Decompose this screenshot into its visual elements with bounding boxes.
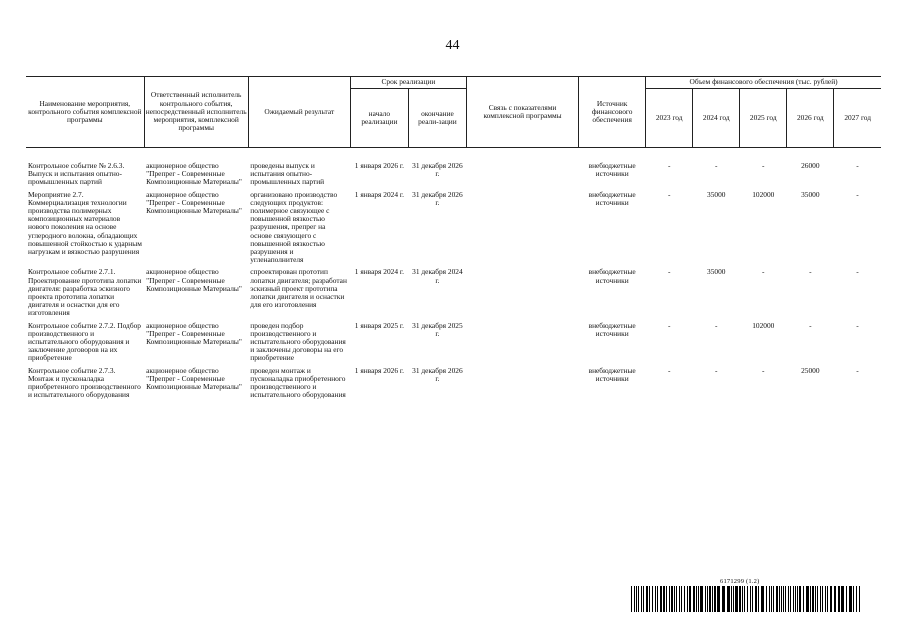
row-2027: - (856, 267, 859, 277)
row-2024: - (715, 365, 718, 375)
barcode-bar (687, 586, 688, 612)
barcode-bar (783, 586, 784, 612)
header-2024: 2024 год (693, 89, 740, 148)
barcode-bar (660, 586, 662, 612)
barcode-bar (859, 586, 860, 612)
barcode-bar (669, 586, 670, 612)
barcode-bar (705, 586, 706, 612)
barcode-bar (693, 586, 695, 612)
row-2026: - (809, 267, 812, 277)
barcode-bar (700, 586, 703, 612)
header-2026: 2026 год (787, 89, 834, 148)
barcode-bar (758, 586, 759, 612)
barcode-bar (825, 586, 826, 612)
barcode-bar (761, 586, 764, 612)
barcode-bar (649, 586, 650, 612)
barcode-bar (834, 586, 836, 612)
row-2026: 26000 (801, 161, 820, 170)
row-2023: - (667, 320, 671, 330)
barcode-bar (744, 586, 745, 612)
barcode-bar (666, 586, 667, 612)
barcode-bar (846, 586, 847, 612)
row-end: 31 декабря 2024 г. (412, 267, 463, 285)
barcode-bar (812, 586, 814, 612)
row-2026: 35000 (801, 189, 820, 199)
barcode-bar (773, 586, 774, 612)
barcode-bar (674, 586, 675, 612)
barcode-bar (815, 586, 816, 612)
row-2023: - (667, 189, 671, 199)
barcode-bar (663, 586, 665, 612)
barcode-bar (785, 586, 786, 612)
barcode-bar (652, 586, 653, 612)
header-2025: 2025 год (740, 89, 787, 148)
barcode-bar (797, 586, 798, 612)
header-start: начало реализации (350, 89, 408, 148)
barcode-bar (779, 586, 780, 612)
header-2027: 2027 год (834, 89, 881, 148)
barcode-bar (790, 586, 791, 612)
barcode-bar (788, 586, 789, 612)
barcode-bar (643, 586, 644, 612)
barcode-bar (830, 586, 832, 612)
row-link (466, 162, 578, 191)
table-row (26, 268, 881, 321)
barcode-bar (755, 586, 757, 612)
barcode-bar (698, 586, 699, 612)
barcode-bar (795, 586, 796, 612)
barcode-bar (679, 586, 680, 612)
header-period: Срок реализации (350, 77, 466, 89)
row-start: 1 января 2026 г. (354, 365, 404, 375)
row-result: проведены выпуск и испытания опытно-промышленных партий (250, 161, 325, 187)
row-2027: - (856, 161, 859, 170)
barcode (631, 586, 860, 612)
barcode-bar (733, 586, 734, 612)
header-link: Связь с показателями комплексной программы (466, 77, 578, 148)
row-source: внебюджетные источники (588, 267, 636, 285)
barcode-bar (636, 586, 637, 612)
row-end: 31 декабря 2026 г. (412, 161, 463, 179)
barcode-bar (709, 586, 711, 612)
row-link (466, 268, 578, 321)
row-result: спроектирован прототип лопатки двигателя; разработан эскизный проект прототипа лопатки двигателя и оснастки для его изготовления (250, 267, 347, 310)
row-source: внебюджетные источники (588, 365, 636, 383)
row-2024: 35000 (707, 267, 726, 277)
barcode-bar (712, 586, 713, 612)
row-start: 1 января 2025 г. (354, 320, 404, 330)
barcode-bar (752, 586, 753, 612)
barcode-bar (641, 586, 642, 612)
header-end: окончание реали-зации (408, 89, 466, 148)
row-responsible: акционерное общество "Препрег - Современные Композиционные Материалы" (146, 161, 242, 187)
row-2026: 25000 (801, 365, 820, 375)
barcode-number: 6171299 (1.2) (720, 578, 760, 585)
row-2025: 102000 (752, 320, 775, 330)
barcode-bar (793, 586, 794, 612)
barcode-bar (769, 586, 770, 612)
row-2023: - (667, 161, 671, 170)
barcode-bar (822, 586, 823, 612)
row-2027: - (856, 320, 859, 330)
barcode-bar (681, 586, 682, 612)
row-result: организовано производство следующих продуктов: полимерное связующее с повышенной вязкостью разрушения, препрег на основе связующего с повышенной вязкостью разрушения и угленаполнителя (250, 189, 338, 265)
row-source: внебюджетные источники (588, 320, 636, 338)
row-2025: 102000 (752, 189, 775, 199)
barcode-bar (638, 586, 639, 612)
barcode-bar (849, 586, 852, 612)
row-link (466, 367, 578, 404)
header-funding: Объем финансового обеспечения (тыс. рублей) (646, 77, 881, 89)
barcode-bar (646, 586, 648, 612)
row-source: внебюджетные источники (588, 161, 636, 179)
row-name: Контрольное событие 2.7.2. Подбор производственного и испытательного оборудования и заключение договоров на их приобретение (28, 320, 141, 363)
row-responsible: акционерное общество "Препрег - Современные Композиционные Материалы" (146, 365, 242, 392)
header-result: Ожидаемый результат (248, 77, 350, 148)
row-2024: 35000 (707, 189, 726, 199)
barcode-bar (634, 586, 635, 612)
row-end: 31 декабря 2026 г. (412, 365, 463, 383)
row-start: 1 января 2024 г. (354, 189, 404, 199)
header-responsible: Ответственный исполнитель контрольного события, непосредственный исполнитель мероприятия, комплексной программы (144, 77, 248, 148)
barcode-bar (747, 586, 748, 612)
row-start: 1 января 2024 г. (354, 267, 404, 277)
barcode-bar (655, 586, 656, 612)
barcode-bar (827, 586, 828, 612)
barcode-bar (671, 586, 673, 612)
barcode-bar (781, 586, 782, 612)
row-end: 31 декабря 2026 г. (412, 189, 463, 207)
row-name: Контрольное событие 2.7.1. Проектирование прототипа лопатки двигателя: разработка эскизного проекта прототипа лопатки двигателя и оснастки для его изготовления (28, 267, 142, 318)
row-2026: - (809, 320, 812, 330)
barcode-bar (820, 586, 821, 612)
row-start: 1 января 2026 г. (354, 161, 404, 170)
row-2024: - (715, 320, 718, 330)
barcode-bar (689, 586, 691, 612)
barcode-bar (853, 586, 854, 612)
row-name: Мероприятие 2.7. Коммерциализация технологии производства полимерных композиционных материалов нового поколения на основе углеродного волокна, обладающих повышенной стойкостью к ударным нагрузкам и вязкостью разрушения (28, 189, 142, 257)
table-row (26, 367, 881, 404)
row-responsible: акционерное общество "Препрег - Современные Композиционные Материалы" (146, 320, 242, 347)
barcode-bar (735, 586, 738, 612)
row-2024: - (715, 161, 718, 170)
barcode-bar (722, 586, 725, 612)
barcode-bar (810, 586, 811, 612)
header-2023: 2023 год (646, 89, 693, 148)
barcode-bar (657, 586, 658, 612)
row-result: проведен монтаж и пусконаладка приобретенного производственного и испытательного оборудования (250, 365, 346, 400)
table-row (26, 191, 881, 269)
barcode-bar (771, 586, 772, 612)
row-2023: - (667, 267, 671, 277)
row-2023: - (667, 365, 671, 375)
row-end: 31 декабря 2025 г. (412, 320, 463, 338)
header-name: Наименование мероприятия, контрольного события комплексной программы (26, 77, 144, 148)
header-source: Источник финансового обеспечения (579, 77, 646, 148)
barcode-bar (696, 586, 697, 612)
barcode-bar (841, 586, 844, 612)
barcode-bar (806, 586, 809, 612)
row-2025: - (762, 365, 765, 375)
barcode-bar (803, 586, 804, 612)
barcode-bar (684, 586, 685, 612)
row-responsible: акционерное общество "Препрег - Современные Композиционные Материалы" (146, 267, 242, 293)
row-link (466, 191, 578, 269)
barcode-bar (856, 586, 857, 612)
row-result: проведен подбор производственного и испытательного оборудования и заключены договоры на его приобретение (250, 320, 346, 363)
barcode-bar (731, 586, 732, 612)
row-name: Контрольное событие 2.7.3. Монтаж и пусконаладка приобретенного производственного и испытательного оборудования (28, 365, 141, 400)
program-table (26, 76, 881, 403)
barcode-bar (750, 586, 751, 612)
barcode-bar (714, 586, 716, 612)
table-row (26, 162, 881, 191)
barcode-bar (676, 586, 677, 612)
barcode-bar (776, 586, 778, 612)
barcode-bar (838, 586, 840, 612)
row-2027: - (856, 189, 859, 199)
barcode-bar (727, 586, 730, 612)
barcode-bar (717, 586, 720, 612)
row-source: внебюджетные источники (588, 189, 636, 207)
row-responsible: акционерное общество "Препрег - Современные Композиционные Материалы" (146, 189, 242, 216)
row-2027: - (856, 365, 859, 375)
barcode-bar (817, 586, 818, 612)
barcode-bar (631, 586, 632, 612)
barcode-bar (739, 586, 741, 612)
table-row (26, 322, 881, 367)
row-name: Контрольное событие № 2.6.3. Выпуск и испытания опытно-промышленных партий (28, 161, 125, 187)
barcode-bar (707, 586, 708, 612)
barcode-bar (742, 586, 743, 612)
row-2025: - (762, 161, 765, 170)
row-2025: - (762, 267, 765, 277)
row-link (466, 322, 578, 367)
page-number: 44 (445, 38, 460, 53)
barcode-bar (799, 586, 801, 612)
barcode-bar (766, 586, 767, 612)
